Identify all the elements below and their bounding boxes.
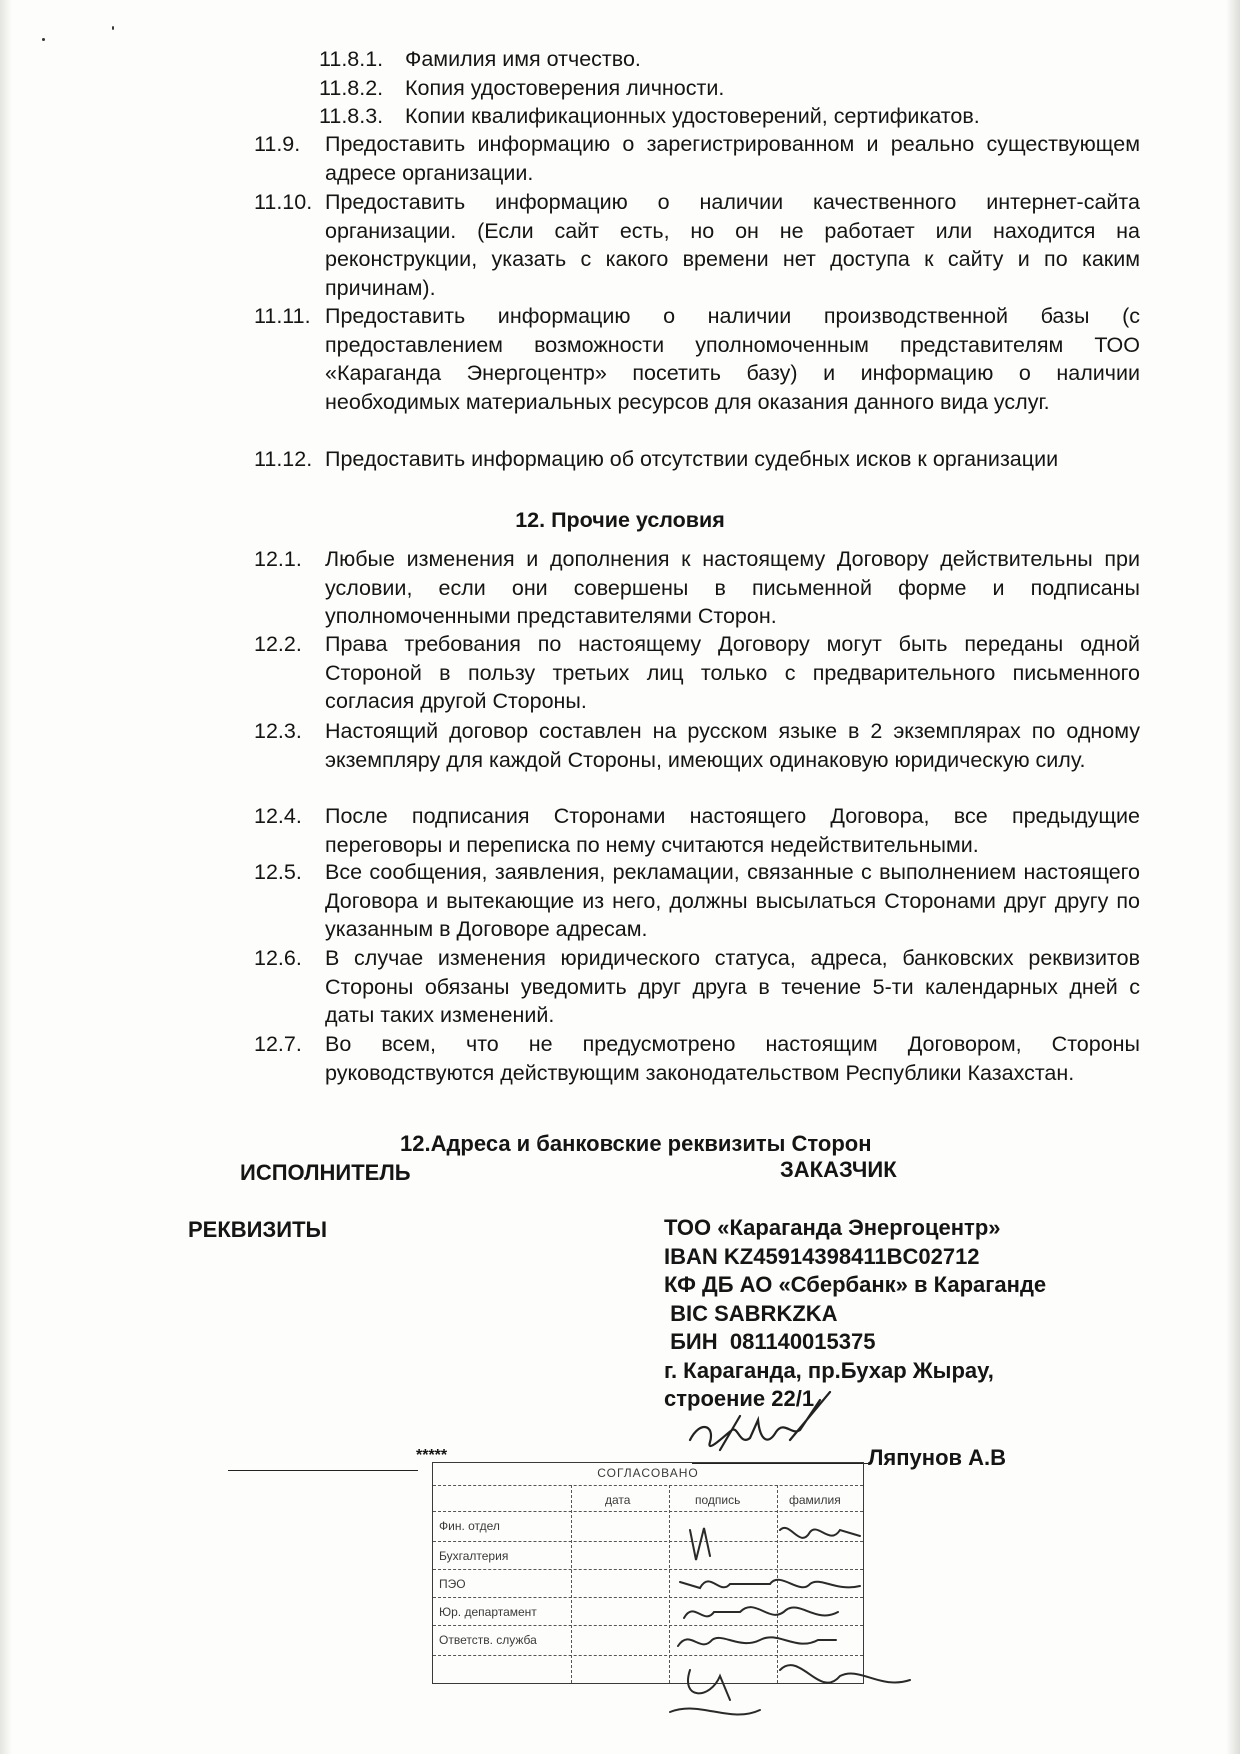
scan-speck: [112, 26, 114, 30]
requisite-line: строение 22/1: [664, 1386, 815, 1411]
item-number: 11.12.: [254, 447, 313, 471]
item-text: Все сообщения, заявления, рекламации, связанные с выполнением настоящего Договора и вытекающие из него, должны высылаться Сторонами друг другу по указанным в Договоре адресам.: [325, 860, 1140, 941]
item-number: 11.10.: [254, 190, 313, 214]
executor-label: ИСПОЛНИТЕЛЬ: [240, 1160, 411, 1185]
item-number: 11.8.2.: [319, 76, 384, 100]
list-item: [254, 545, 1140, 631]
stamp-header-signature: подпись: [695, 1493, 741, 1507]
item-number: 12.3.: [254, 719, 302, 743]
item-text: Фамилия имя отчество.: [405, 47, 641, 71]
list-item: [254, 858, 1140, 944]
stamp-divider: [433, 1485, 863, 1486]
item-text: Копии квалификационных удостоверений, сертификатов.: [405, 104, 980, 128]
stamp-row-label: ПЭО: [439, 1577, 466, 1591]
addresses-heading: 12.Адреса и банковские реквизиты Сторон: [400, 1131, 872, 1156]
customer-label: ЗАКАЗЧИК: [780, 1157, 897, 1182]
item-number: 11.8.1.: [319, 47, 384, 71]
list-item: [319, 102, 980, 131]
approval-signatures: [660, 1500, 980, 1730]
scan-edge-right: [1226, 0, 1240, 1754]
stamp-row-label: Юр. департамент: [439, 1605, 537, 1619]
item-text: Во всем, что не предусмотрено настоящим Договором, Стороны руководствуются действующим законодательством Республики Казахстан.: [325, 1032, 1140, 1085]
scan-edge-left: [0, 0, 12, 1754]
item-text: Настоящий договор составлен на русском языке в 2 экземплярах по одному экземпляру для каждой Стороны, имеющих одинаковую юридическую силу.: [325, 719, 1140, 772]
item-text: В случае изменения юридического статуса, адреса, банковских реквизитов Стороны обязаны уведомить друг друга в течение 5-ти календарных дней с даты таких изменений.: [325, 946, 1140, 1027]
executor-requisites: РЕКВИЗИТЫ: [188, 1217, 328, 1242]
list-item: [254, 944, 1140, 1030]
stamp-row-label: Фин. отдел: [439, 1519, 500, 1533]
requisite-line: ТОО «Караганда Энергоцентр»: [664, 1215, 1001, 1240]
item-number: 12.4.: [254, 804, 302, 828]
item-text: После подписания Сторонами настоящего Договора, все предыдущие переговоры и переписка по нему считаются недействительными.: [325, 804, 1140, 857]
item-text: Предоставить информацию о зарегистрированном и реально существующем адресе организации.: [325, 132, 1140, 185]
list-item: [254, 130, 1140, 187]
stamp-row-label: Бухгалтерия: [439, 1549, 509, 1563]
list-item: [319, 45, 641, 74]
executor-signature-line: [228, 1470, 418, 1471]
item-number: 12.2.: [254, 632, 302, 656]
item-number: 12.6.: [254, 946, 302, 970]
list-item: [254, 630, 1140, 716]
requisite-line: г. Караганда, пр.Бухар Жырау,: [664, 1357, 994, 1383]
item-text: Предоставить информацию о наличии качественного интернет-сайта организации. (Если сайт есть, но он не работает или находится на реконструкции, указать с какого времени нет доступа к сайту и по каким причинам).: [325, 190, 1140, 300]
list-item: [319, 74, 724, 103]
item-number: 12.1.: [254, 547, 302, 571]
executor-signature-mark: *****: [416, 1447, 448, 1464]
list-item: [254, 188, 1140, 302]
stamp-row-label: Ответств. служба: [439, 1633, 537, 1647]
customer-signatory-name: Ляпунов А.В: [868, 1445, 1007, 1470]
stamp-title: СОГЛАСОВАНО: [597, 1466, 699, 1480]
stamp-divider: [571, 1485, 572, 1683]
requisite-line: КФ ДБ АО «Сбербанк» в Караганде: [664, 1272, 1047, 1297]
stamp-header-date: дата: [605, 1493, 631, 1507]
section-heading: 12. Прочие условия: [515, 508, 725, 532]
item-text: Любые изменения и дополнения к настоящему Договору действительны при условии, если они совершены в письменной форме и подписаны уполномоченными представителями Сторон.: [325, 547, 1140, 628]
requisite-line: IBAN KZ45914398411BC02712: [664, 1243, 980, 1269]
item-text: Предоставить информацию о наличии производственной базы (с предоставлением возможности уполномоченным представителям ТОО «Караганда Энергоцентр» посетить базу) и информацию о наличии необходимых материальных ресурсов для оказания данного вида услуг.: [325, 304, 1140, 414]
item-text: Копия удостоверения личности.: [405, 76, 725, 100]
list-item: [254, 302, 1140, 416]
item-number: 12.5.: [254, 860, 302, 884]
list-item: [254, 1030, 1140, 1087]
item-text: Предоставить информацию об отсутствии судебных исков к организации: [325, 447, 1059, 471]
item-number: 11.11.: [254, 304, 311, 328]
list-item: [254, 717, 1140, 774]
item-text: Права требования по настоящему Договору могут быть переданы одной Стороной в пользу третьих лиц только с предварительного письменного согласия другой Стороны.: [325, 632, 1140, 713]
item-number: 11.8.3.: [319, 104, 384, 128]
requisite-line: BIC SABRKZKA: [664, 1300, 838, 1326]
list-item: [254, 802, 1140, 859]
item-number: 12.7.: [254, 1032, 302, 1056]
scan-speck: [42, 38, 45, 41]
stamp-header-surname: фамилия: [789, 1493, 841, 1507]
item-number: 11.9.: [254, 132, 301, 156]
requisite-line: БИН 081140015375: [664, 1329, 876, 1354]
list-item: [254, 445, 1140, 474]
